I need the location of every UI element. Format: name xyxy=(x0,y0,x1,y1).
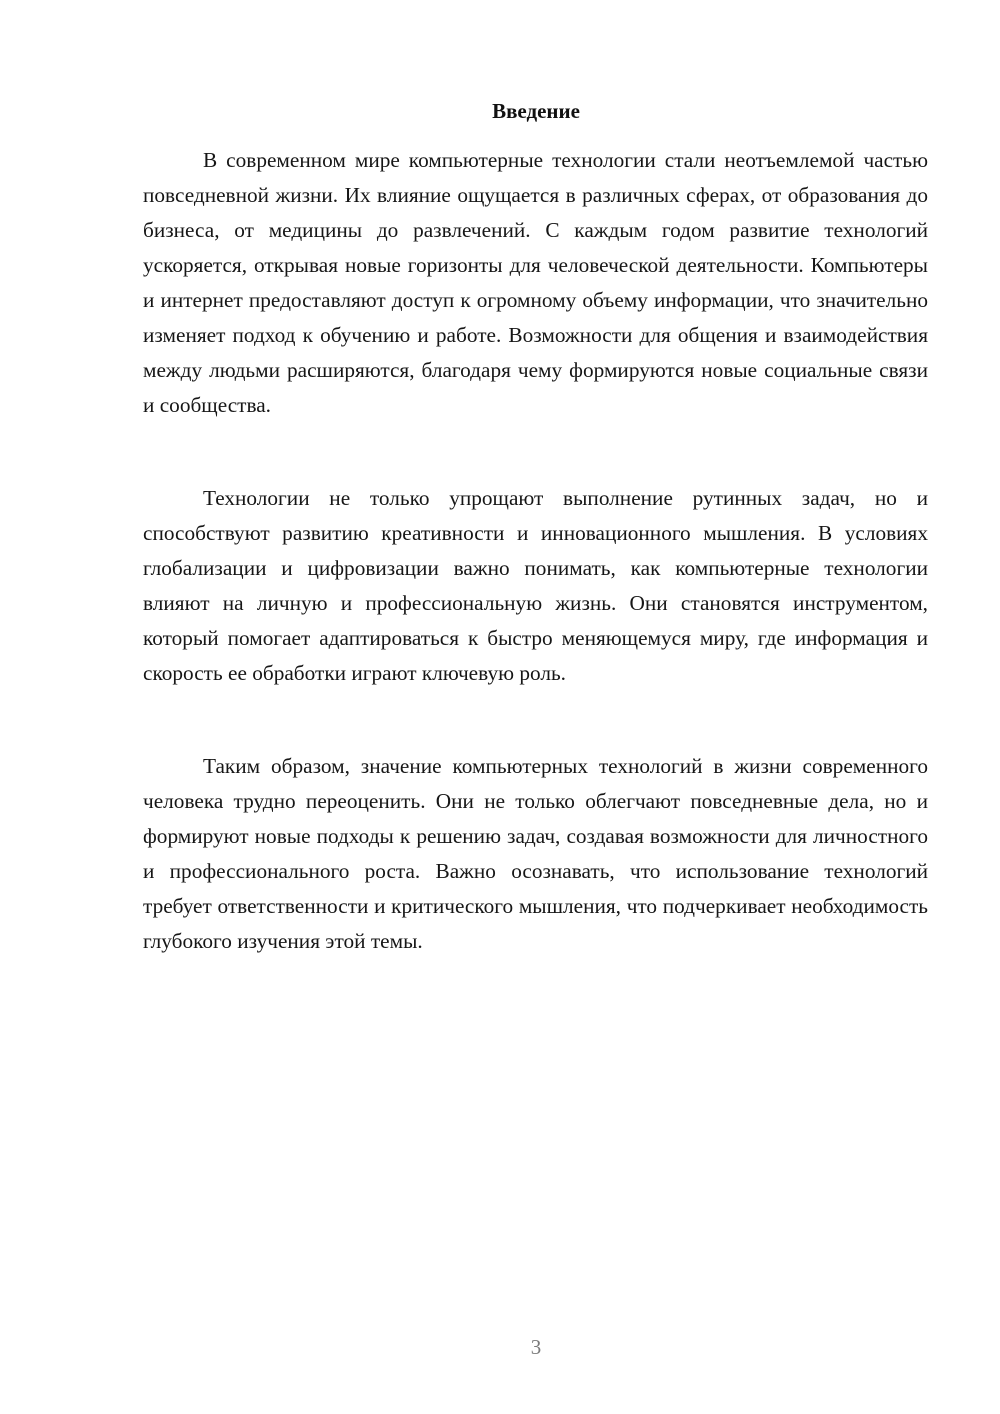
paragraph-2: Технологии не только упрощают выполнение рутинных задач, но и способствуют развитию креативности и инновационного мышления. В условиях глобализации и цифровизации важно понимать, как компьютерные технологии влияют на личную и профессиональную жизнь. Они становятся инструментом, который помогает адаптироваться к быстро меняющемуся миру, где информация и скорость ее обработки играют ключевую роль. xyxy=(143,486,928,685)
paragraph-3: Таким образом, значение компьютерных технологий в жизни современного человека трудно переоценить. Они не только облегчают повседневные дела, но и формируют новые подходы к решению задач, создавая возможности для личностного и профессионального роста. Важно осознавать, что использование технологий требует ответственности и критического мышления, что подчеркивает необходимость глубокого изучения этой темы. xyxy=(143,754,928,953)
section-heading: Введение xyxy=(492,99,580,123)
page-number: 3 xyxy=(530,1335,542,1359)
paragraph-1: В современном мире компьютерные технологии стали неотъемлемой частью повседневной жизни. Их влияние ощущается в различных сферах, от образования до бизнеса, от медицины до развлечений. С каждым годом развитие технологий ускоряется, открывая новые горизонты для человеческой деятельности. Компьютеры и интернет предоставляют доступ к огромному объему информации, что значительно изменяет подход к обучению и работе. Возможности для общения и взаимодействия между людьми расширяются, благодаря чему формируются новые социальные связи и сообщества. xyxy=(143,148,928,417)
